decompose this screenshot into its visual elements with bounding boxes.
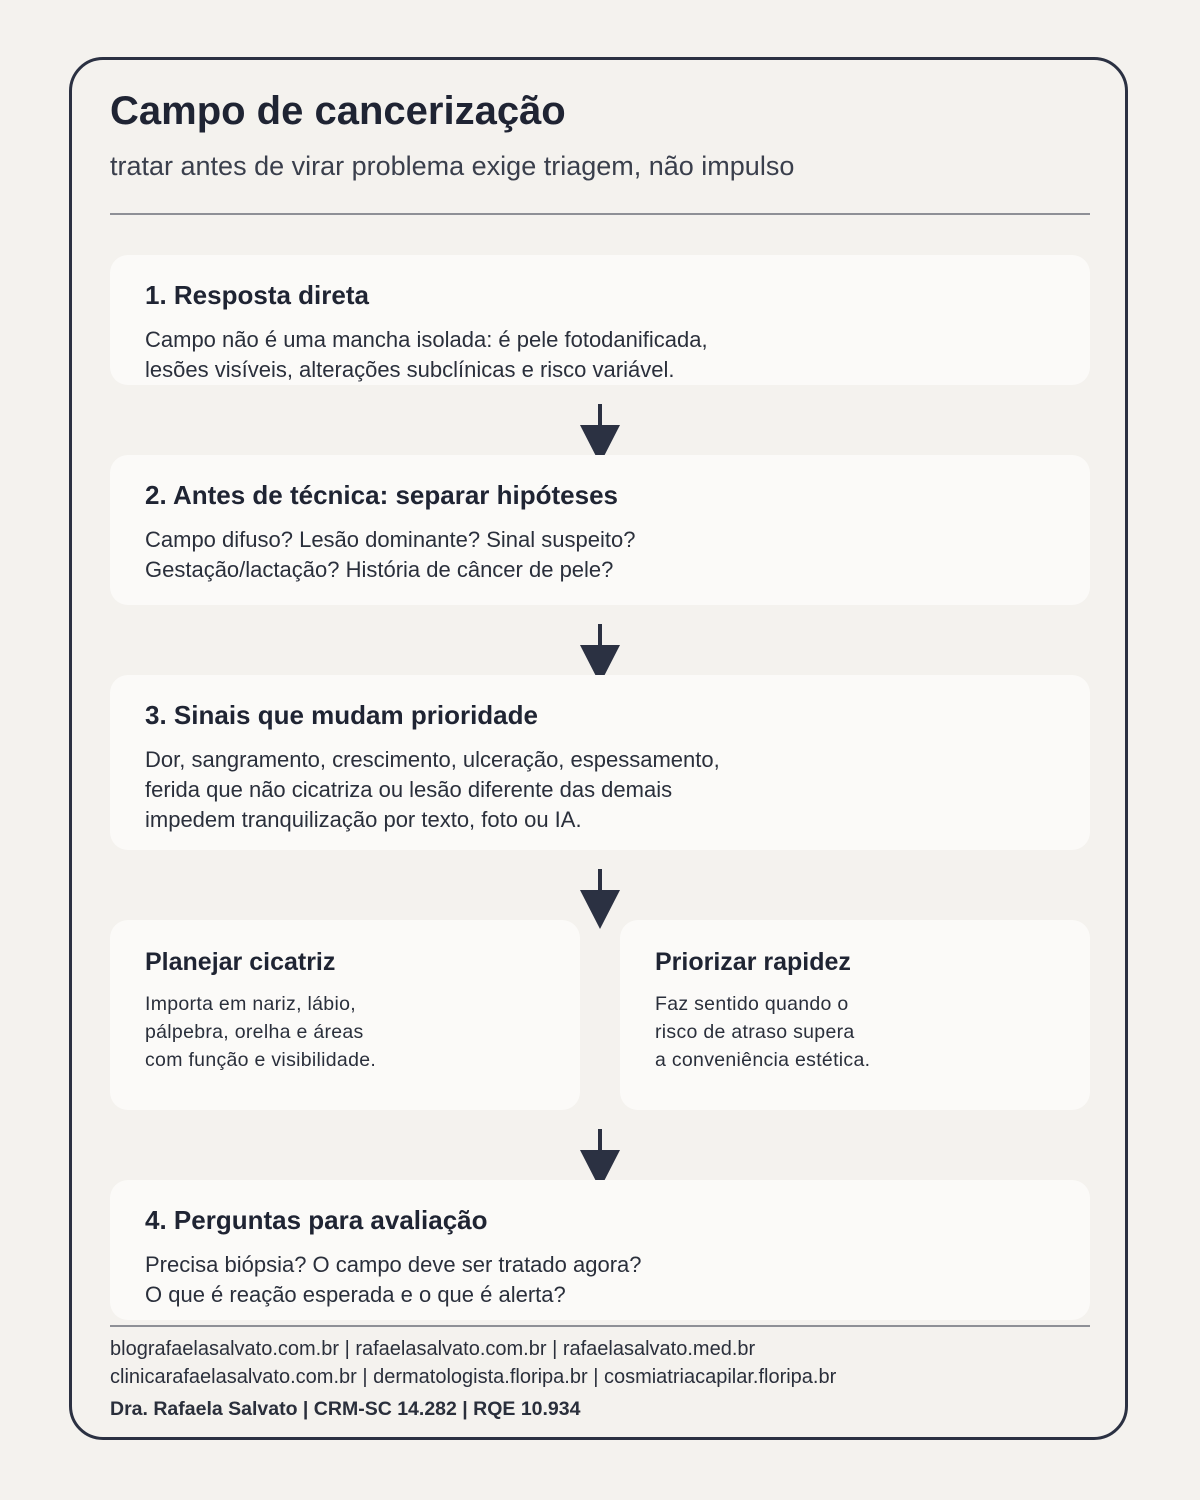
step-body [145,1250,642,1310]
page-title: Campo de cancerização [110,89,566,133]
footer-links-line: blografaelasalvato.com.br | rafaelasalvato.com.br | rafaelasalvato.med.br [110,1338,756,1360]
footer-links-line: clinicarafaelasalvato.com.br | dermatologista.floripa.br | cosmiatriacapilar.floripa.br [110,1366,837,1388]
step-body-line: Campo difuso? Lesão dominante? Sinal suspeito? [145,527,636,552]
step-body-line: Campo não é uma mancha isolada: é pele fotodanificada, [145,327,708,352]
option-body [145,990,376,1074]
step-body [145,325,708,385]
step-body [145,745,720,835]
step-body-line: ferida que não cicatriza ou lesão diferente das demais [145,777,673,802]
option-body-line: pálpebra, orelha e áreas [145,1021,364,1043]
step-card-2 [110,455,1090,605]
option-card-scar [110,920,580,1110]
down-arrow-icon [578,869,622,931]
step-heading: 3. Sinais que mudam prioridade [145,700,538,730]
option-heading: Priorizar rapidez [655,948,851,976]
step-body [145,525,635,585]
footer-divider [110,1325,1090,1327]
step-card-4 [110,1180,1090,1320]
option-body-line: a conveniência estética. [655,1049,871,1071]
author-signature: Dra. Rafaela Salvato | CRM-SC 14.282 | RQE 10.934 [110,1398,581,1420]
step-body-line: Dor, sangramento, crescimento, ulceração, espessamento, [145,747,720,772]
footer-links [110,1335,836,1391]
option-heading: Planejar cicatriz [145,948,336,976]
step-body-line: impedem tranquilização por texto, foto ou IA. [145,807,582,832]
step-body-line: O que é reação esperada e o que é alerta? [145,1282,566,1307]
option-body-line: risco de atraso supera [655,1021,855,1043]
option-body-line: Faz sentido quando o [655,993,849,1015]
step-card-3 [110,675,1090,850]
option-card-speed [620,920,1090,1110]
page-subtitle: tratar antes de virar problema exige triagem, não impulso [110,151,795,181]
header-divider [110,213,1090,215]
option-body [655,990,870,1074]
step-body-line: Gestação/lactação? História de câncer de pele? [145,557,614,582]
step-body-line: lesões visíveis, alterações subclínicas e risco variável. [145,357,675,382]
step-heading: 2. Antes de técnica: separar hipóteses [145,480,619,510]
step-heading: 1. Resposta direta [145,280,369,310]
option-body-line: com função e visibilidade. [145,1049,377,1071]
step-heading: 4. Perguntas para avaliação [145,1205,488,1235]
option-body-line: Importa em nariz, lábio, [145,993,356,1015]
step-card-1 [110,255,1090,385]
step-body-line: Precisa biópsia? O campo deve ser tratado agora? [145,1252,642,1277]
